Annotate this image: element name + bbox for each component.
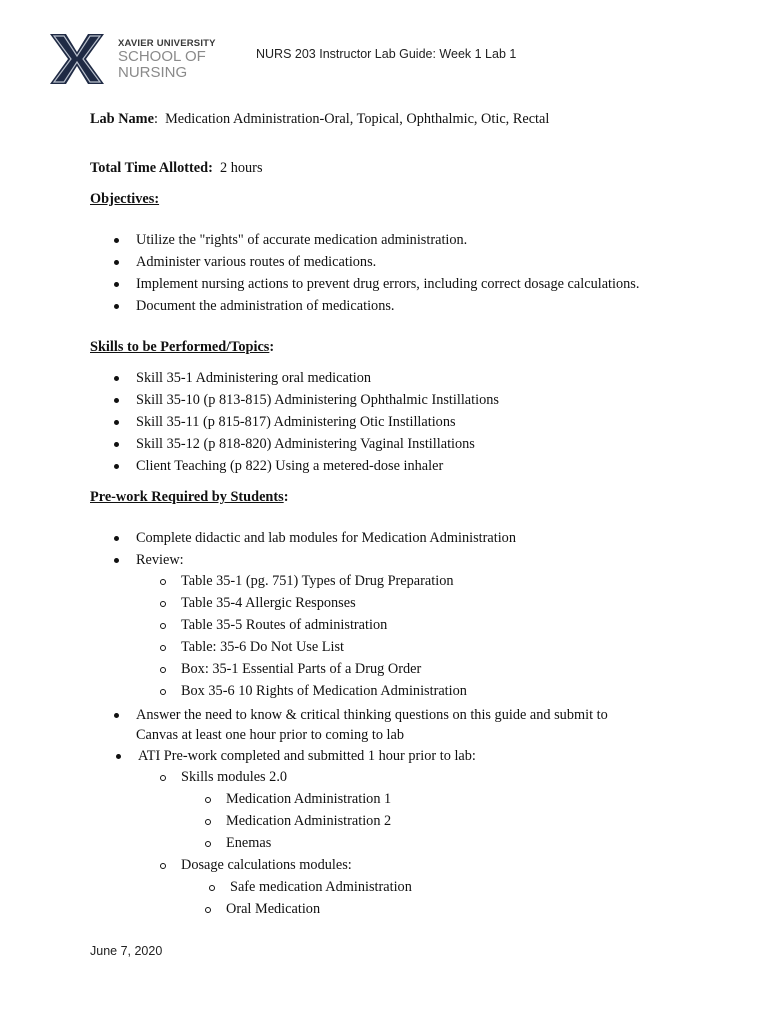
logo-university: XAVIER UNIVERSITY [118,38,216,49]
objective-item: Document the administration of medications. [136,298,395,314]
prework-item: Answer the need to know & critical thinking questions on this guide and submit to [136,707,608,723]
review-item: Box 35-6 10 Rights of Medication Administration [181,683,467,699]
prework-item: ATI Pre-work completed and submitted 1 hour prior to lab: [138,748,476,764]
ati-module-item: Enemas [226,835,272,851]
skills-heading-text: Skills to be Performed/Topics [90,339,270,355]
xavier-x-icon [48,32,106,86]
review-item: Table 35-1 (pg. 751) Types of Drug Preparation [181,573,454,589]
objectives-heading: Objectives: [90,191,160,207]
prework-item: Complete didactic and lab modules for Medication Administration [136,530,516,546]
skills-heading: Skills to be Performed/Topics: [90,339,275,355]
objective-item: Implement nursing actions to prevent drug errors, including correct dosage calculations. [136,276,640,292]
prework-heading: Pre-work Required by Students: [90,489,289,505]
footer-date: June 7, 2020 [90,944,163,958]
ati-module-item: Medication Administration 2 [226,813,392,829]
review-item: Table 35-4 Allergic Responses [181,595,356,611]
objective-item: Administer various routes of medications. [136,254,377,270]
review-item: Table 35-5 Routes of administration [181,617,388,633]
lab-name-label: Lab Name [90,111,154,127]
total-time-label: Total Time Allotted: [90,160,213,176]
skill-item: Skill 35-11 (p 815-817) Administering Otic Instillations [136,414,456,430]
dosage-module-item: Safe medication Administration [230,879,412,895]
dosage-module-heading: Dosage calculations modules: [181,857,352,873]
ati-module-heading: Skills modules 2.0 [181,769,288,785]
skill-item: Skill 35-1 Administering oral medication [136,370,372,386]
skill-item: Skill 35-10 (p 813-815) Administering Ophthalmic Instillations [136,392,499,408]
page-header [0,0,768,100]
prework-item-continuation: Canvas at least one hour prior to coming to lab [136,727,405,743]
logo-school-line2: NURSING [118,64,188,81]
lab-name-value: Medication Administration-Oral, Topical, Ophthalmic, Otic, Rectal [165,111,550,127]
skill-item: Client Teaching (p 822) Using a metered-dose inhaler [136,458,444,474]
logo-text [118,38,216,81]
total-time-value: 2 hours [220,160,263,176]
skill-item: Skill 35-12 (p 818-820) Administering Vaginal Instillations [136,436,475,452]
review-item: Table: 35-6 Do Not Use List [181,639,344,655]
review-item: Box: 35-1 Essential Parts of a Drug Order [181,661,422,677]
prework-heading-text: Pre-work Required by Students [90,489,284,505]
dosage-module-item: Oral Medication [226,901,321,917]
ati-module-item: Medication Administration 1 [226,791,392,807]
lab-name-line: Lab Name: Medication Administration-Oral, Topical, Ophthalmic, Otic, Rectal [90,111,550,127]
prework-item: Review: [136,552,184,568]
logo-school-line1: SCHOOL OF [118,48,206,65]
objective-item: Utilize the "rights" of accurate medication administration. [136,232,468,248]
xavier-nursing-logo [48,32,218,86]
total-time-line [90,159,263,177]
header-title: NURS 203 Instructor Lab Guide: Week 1 Lab 1 [256,47,517,61]
